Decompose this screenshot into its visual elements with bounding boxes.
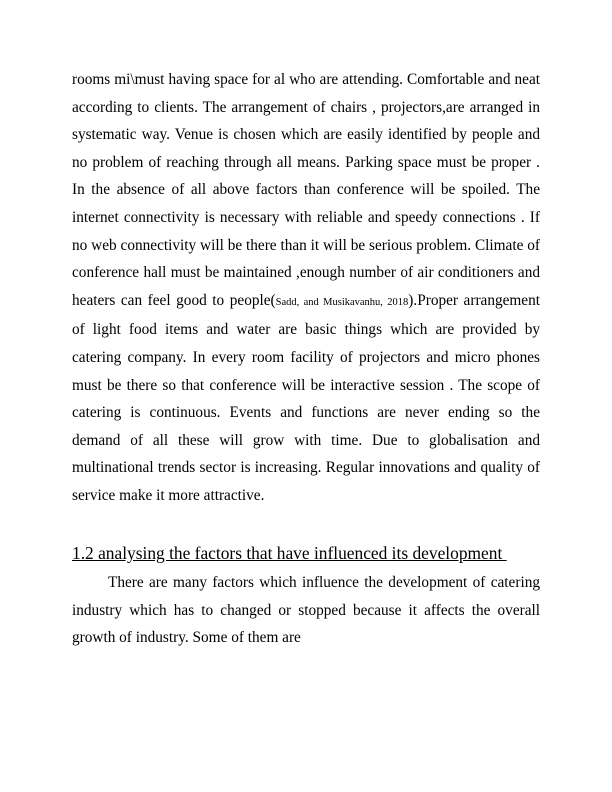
body-paragraph [72,66,540,510]
citation: Sadd, and Musikavanhu, 2018 [275,296,409,308]
paragraph-text: ).Proper arrangement of light food items and water are basic things which are provided by catering company. In every room facility of projectors and micro phones must be there so that conference will be interactive session . The scope of catering is continuous. Events and functions are never ending so the demand of all these will grow with time. Due to globalisation and multinational trends sector is increasing. Regular innovations and quality of service make it more attractive. [72,291,540,504]
section-heading: 1.2 analysing the factors that have influenced its development [72,543,507,563]
body-paragraph: There are many factors which influence the development of catering industry which has to changed or stopped because it affects the overall growth of industry. Some of them are [72,574,540,647]
paragraph-text: rooms mi\must having space for al who are attending. Comfortable and neat according to clients. The arrangement of chairs , projectors,are arranged in systematic way. Venue is chosen which are easily identified by people and no problem of reaching through all means. Parking space must be proper . In the absence of all above factors than conference will be spoiled. The internet connectivity is necessary with reliable and speedy connections . If no web connectivity will be there than it will be serious problem. Climate of conference hall must be maintained ,enough number of air conditioners and heaters can feel good to people( [72,71,540,309]
